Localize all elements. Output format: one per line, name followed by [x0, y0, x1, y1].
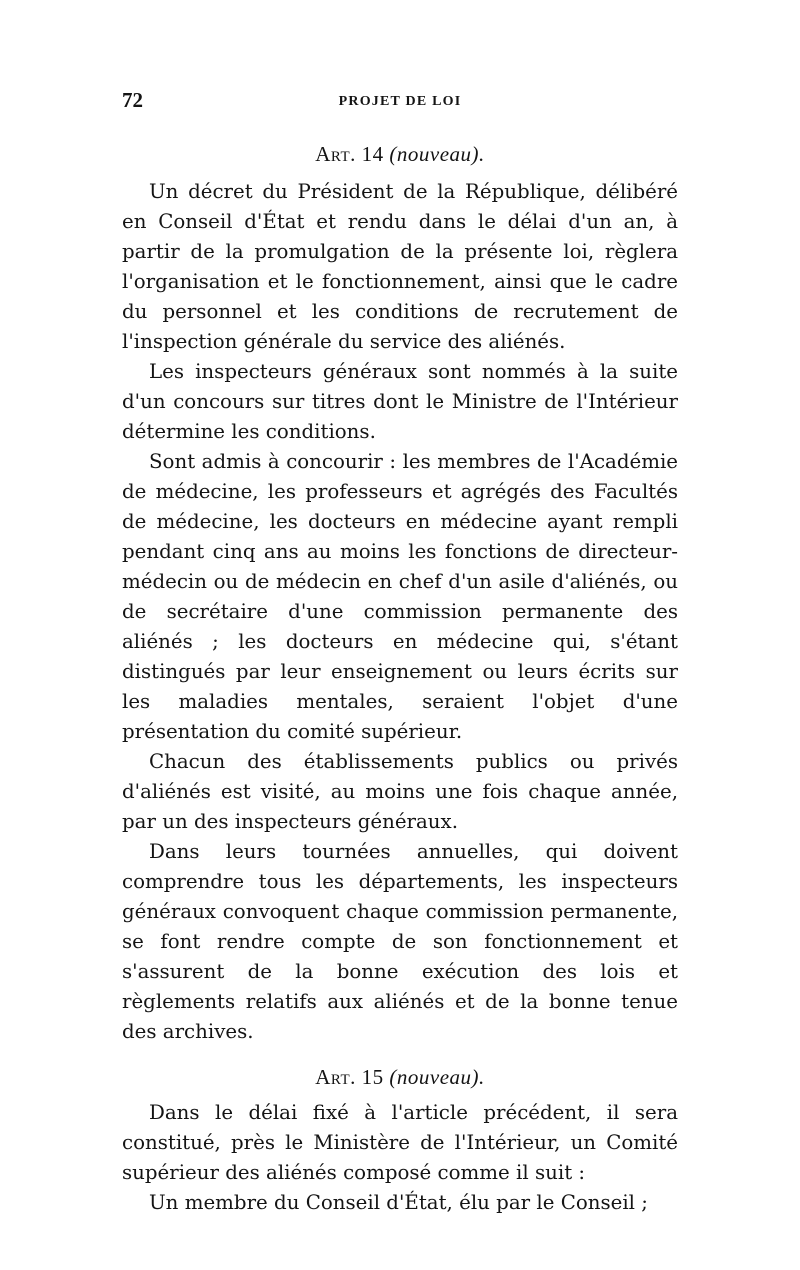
article-label: Art. — [315, 1065, 356, 1089]
article-14-paragraph-4: Chacun des établissements publics ou privés d'aliénés est visité, au moins une fois chaque année, par un des inspecteurs généraux. — [122, 750, 678, 833]
article-14-paragraph-3: Sont admis à concourir : les membres de l'Académie de médecine, les professeurs et agrégés des Facultés de médecine, les docteurs en médecine ayant rempli pendant cinq ans au moins les fonctions de directeur-médecin ou de médecin en chef d'un asile d'aliénés, ou de secrétaire d'une commission permanente des aliénés ; les docteurs en médecine qui, s'étant distingués par leur enseignement ou leurs écrits sur les maladies mentales, seraient l'objet d'une présentation du comité supérieur. — [122, 450, 678, 743]
page-header — [122, 88, 678, 118]
article-15-heading — [122, 1065, 678, 1090]
article-number: 15 — [361, 1065, 384, 1089]
article-note: (nouveau). — [389, 1065, 485, 1089]
article-14-paragraph-1: Un décret du Président de la République, délibéré en Conseil d'État et rendu dans le délai d'un an, à partir de la promulgation de la présente loi, règlera l'organisation et le fonctionnement, ainsi que le cadre du personnel et les conditions de recrutement de l'inspection générale du service des aliénés. — [122, 180, 678, 353]
page-number: 72 — [122, 88, 143, 112]
article-label: Art. — [315, 142, 356, 166]
running-title: PROJET DE LOI — [338, 94, 462, 109]
document-page — [122, 88, 678, 1218]
article-note: (nouveau). — [389, 142, 485, 166]
article-15-paragraph-2: Un membre du Conseil d'État, élu par le Conseil ; — [149, 1191, 648, 1214]
article-14-heading — [122, 142, 678, 167]
article-14-paragraph-5: Dans leurs tournées annuelles, qui doivent comprendre tous les départements, les inspecteurs généraux convoquent chaque commission permanente, se font rendre compte de son fonctionnement et s'assurent de la bonne exécution des lois et règlements relatifs aux aliénés et de la bonne tenue des archives. — [122, 840, 678, 1043]
article-number: 14 — [361, 142, 384, 166]
article-14-paragraph-2: Les inspecteurs généraux sont nommés à la suite d'un concours sur titres dont le Ministre de l'Intérieur détermine les conditions. — [122, 360, 678, 443]
article-15-paragraph-1: Dans le délai fixé à l'article précédent, il sera constitué, près le Ministère de l'Intérieur, un Comité supérieur des aliénés composé comme il suit : — [122, 1101, 678, 1184]
